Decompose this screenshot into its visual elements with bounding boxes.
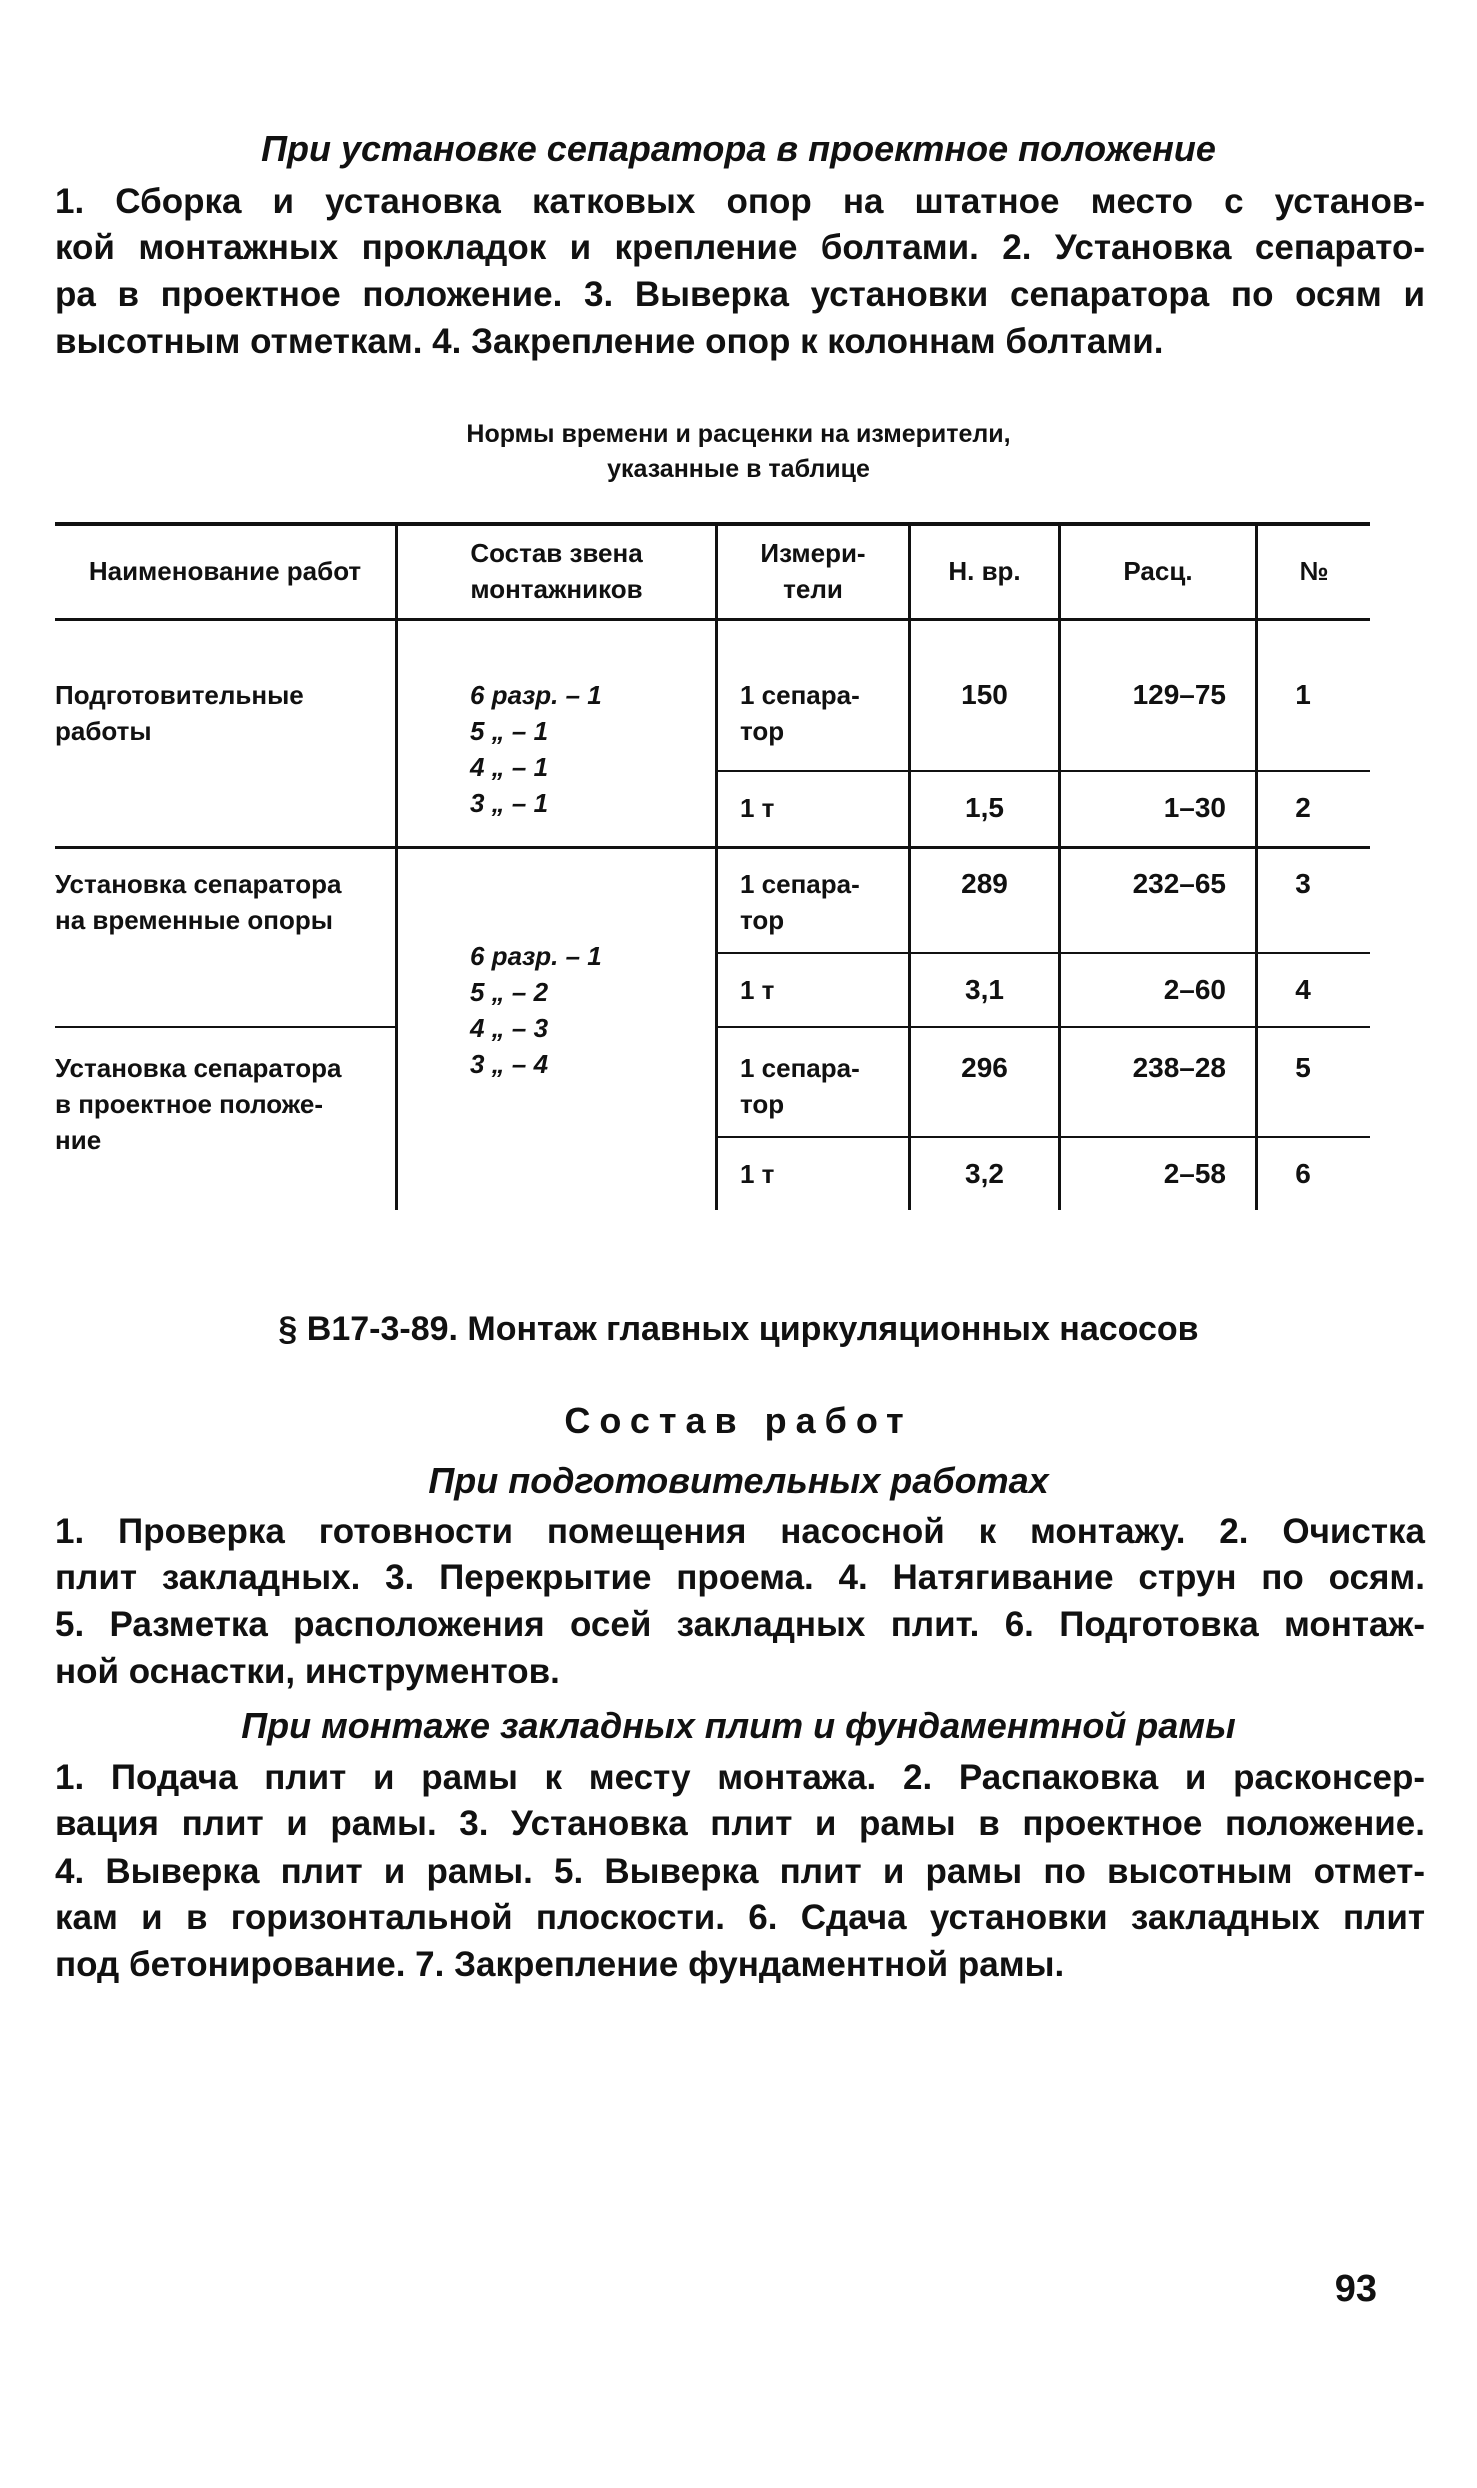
crew-composition: 6 разр. – 1 5 „ – 2 4 „ – 3 3 „ – 4 [470, 941, 602, 1079]
rate-cell: 1–30 [1163, 792, 1226, 823]
header-norm: Н. вр. [948, 556, 1021, 586]
header-rate: Расц. [1123, 556, 1193, 586]
table-caption: Нормы времени и расценки на измерители, [466, 420, 1011, 448]
paragraph-line: вация плит и рамы. 3. Установка плит и рамы в проектное положение. [55, 1804, 1425, 1843]
row-number: 3 [1295, 868, 1311, 899]
page-number: 93 [1334, 2268, 1377, 2310]
table-rule [718, 770, 1370, 772]
unit-cell: 1 сепара- тор [740, 680, 860, 746]
norm-cell: 3,2 [965, 1158, 1004, 1189]
table-caption: указанные в таблице [607, 455, 870, 483]
table-rule [55, 846, 1370, 849]
crew-composition: 6 разр. – 1 5 „ – 1 4 „ – 1 3 „ – 1 [470, 680, 602, 818]
unit-cell: 1 сепара- тор [740, 869, 860, 935]
rate-cell: 129–75 [1132, 679, 1226, 710]
paragraph-line: ной оснастки, инструментов. [55, 1652, 560, 1691]
paragraph-line: кой монтажных прокладок и крепление болтами. 2. Установка сепарато- [55, 228, 1425, 267]
row-number: 6 [1295, 1158, 1311, 1189]
paragraph-line: кам и в горизонтальной плоскости. 6. Сдача установки закладных плит [55, 1898, 1425, 1937]
paragraph-line: 1. Подача плит и рамы к месту монтажа. 2. Распаковка и расконсер- [55, 1758, 1425, 1797]
subsection-heading: При монтаже закладных плит и фундаментной рамы [241, 1705, 1236, 1746]
unit-cell: 1 т [740, 793, 775, 823]
subsection-heading: При подготовительных работах [428, 1460, 1049, 1501]
table-col-rule [715, 522, 718, 1210]
norm-cell: 1,5 [965, 792, 1004, 823]
table-rule [718, 952, 1370, 954]
unit-cell: 1 т [740, 1159, 775, 1189]
table-rule [718, 1136, 1370, 1138]
rate-cell: 238–28 [1132, 1052, 1226, 1083]
norm-cell: 296 [961, 1052, 1008, 1083]
table-rule-top [55, 522, 1370, 526]
paragraph-line: высотным отметкам. 4. Закрепление опор к колоннам болтами. [55, 322, 1164, 361]
work-name: Подготовительные работы [55, 680, 304, 746]
rate-cell: 2–60 [1163, 974, 1226, 1005]
row-number: 4 [1295, 974, 1311, 1005]
paragraph-line: 5. Разметка расположения осей закладных плит. 6. Подготовка монтаж- [55, 1605, 1425, 1644]
table-rule-header [55, 618, 1370, 621]
paragraph-line: 1. Проверка готовности помещения насосной к монтажу. 2. Очистка [55, 1512, 1425, 1551]
row-number: 2 [1295, 792, 1311, 823]
table-rule [55, 1026, 395, 1028]
unit-cell: 1 т [740, 975, 775, 1005]
section-title: § В17-3-89. Монтаж главных циркуляционных насосов [278, 1310, 1199, 1348]
section-subtitle: Состав работ [564, 1400, 913, 1441]
header-unit: Измери- тели [760, 538, 866, 604]
header-work: Наименование работ [88, 556, 362, 586]
section-heading: При установке сепаратора в проектное положение [261, 128, 1216, 169]
work-name: Установка сепаратора на временные опоры [55, 869, 342, 935]
work-name: Установка сепаратора в проектное положе- ние [55, 1053, 342, 1155]
table-rule [718, 1026, 1370, 1028]
norm-cell: 150 [961, 679, 1008, 710]
unit-cell: 1 сепара- тор [740, 1053, 860, 1119]
header-crew: Состав звена монтажников [470, 538, 643, 604]
table-col-rule [395, 522, 398, 1210]
paragraph-line: 4. Выверка плит и рамы. 5. Выверка плит и рамы по высотным отмет- [55, 1852, 1425, 1891]
row-number: 5 [1295, 1052, 1311, 1083]
header-no: № [1299, 556, 1329, 586]
norm-cell: 289 [961, 868, 1008, 899]
norm-cell: 3,1 [965, 974, 1004, 1005]
paragraph-line: 1. Сборка и установка катковых опор на штатное место с установ- [55, 182, 1425, 221]
paragraph-line: под бетонирование. 7. Закрепление фундаментной рамы. [55, 1945, 1065, 1984]
rate-cell: 232–65 [1132, 868, 1226, 899]
rate-cell: 2–58 [1163, 1158, 1226, 1189]
paragraph-line: плит закладных. 3. Перекрытие проема. 4. Натягивание струн по осям. [55, 1558, 1425, 1597]
paragraph-line: ра в проектное положение. 3. Выверка установки сепаратора по осям и [55, 275, 1425, 314]
row-number: 1 [1295, 679, 1311, 710]
